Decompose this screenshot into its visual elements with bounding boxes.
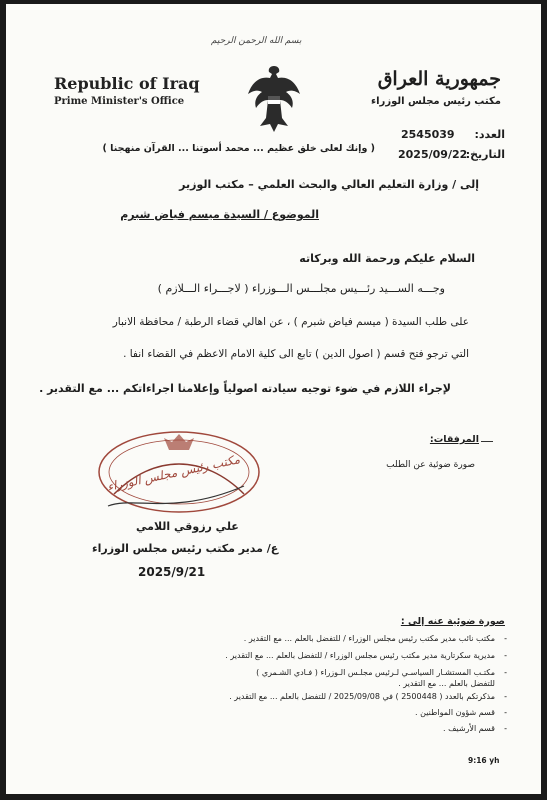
copy-item-5: قسم شؤون المواطنين . bbox=[415, 708, 495, 717]
attachments-label: المرفقات: bbox=[429, 434, 479, 445]
copy-item-2: مديرية سكرتارية مدير مكتب رئيس مجلس الوزراء / للتفضل بالعلم ... مع التقدير . bbox=[225, 651, 495, 660]
arabic-country: جمهورية العراق bbox=[377, 68, 501, 90]
copy-dash-4: - bbox=[504, 692, 507, 701]
copy-item-6: قسم الأرشيف . bbox=[443, 724, 495, 733]
date-label: التاريخ: bbox=[465, 148, 505, 161]
recipient: إلى / وزارة التعليم العالي والبحث العلمي – مكتب الوزير bbox=[179, 178, 479, 191]
body-line-1: على طلب السيدة ( ميسم فياض شبرم ) ، عن اهالي قضاء الرطبة / محافظة الانبار bbox=[112, 316, 469, 328]
basmala: بسم الله الرحمن الرحيم bbox=[211, 36, 302, 46]
copy-dash-2: - bbox=[504, 651, 507, 660]
copy-dash-3: - bbox=[504, 668, 507, 677]
arabic-office: مكتب رئيس مجلس الوزراء bbox=[371, 96, 501, 107]
letter-page bbox=[6, 4, 541, 794]
copy-dash-1: - bbox=[504, 634, 507, 643]
copy-item-4: مذكرتكم بالعدد ( 2500448 ) في 2025/09/08 / للتفضل بالعلم ... مع التقدير . bbox=[229, 692, 495, 701]
directive: وجـــه الســـيد رئـــيس مجلـــس الـــوزراء ( لاجـــراء الـــلازم ) bbox=[157, 282, 445, 295]
signer-title: ع/ مدير مكتب رئيس مجلس الوزراء bbox=[92, 542, 279, 555]
subject: الموضوع / السيدة ميسم فياض شبرم bbox=[120, 208, 319, 221]
number-value: 2545039 bbox=[401, 128, 455, 141]
copy-item-3: مكتـب المستشـار السياسـي لـرئيس مجلـس الـوزراء ( فـادي الشـمري ) bbox=[256, 668, 495, 677]
copy-item-1: مكتب نائب مدير مكتب رئيس مجلس الوزراء / للتفضل بالعلم ... مع التقدير . bbox=[243, 634, 495, 643]
request-line: لإجراء اللازم في ضوء توجيه سيادته اصولياً وإعلامنا اجراءاتكم ... مع التقدير . bbox=[39, 382, 451, 395]
number-label: العدد: bbox=[474, 128, 505, 141]
english-country: Republic of Iraq bbox=[54, 74, 200, 93]
copy-item-3-line-2: للتفضل بالعلم ... مع التقدير . bbox=[398, 679, 495, 688]
copy-dash-6: - bbox=[504, 724, 507, 733]
greeting: السلام عليكم ورحمة الله وبركاته bbox=[299, 252, 475, 265]
motto: ( وإنك لعلى خلق عظيم ... محمد أسوتنا ... القرآن منهجنا ) bbox=[102, 143, 375, 154]
english-office: Prime Minister's Office bbox=[54, 96, 185, 107]
stamp-text: مكتب رئيس مجلس الوزراء bbox=[106, 452, 242, 494]
copy-dash-5: - bbox=[504, 708, 507, 717]
copies-heading: صورة ضوئية عنه إلى : bbox=[400, 616, 505, 627]
iraq-eagle-emblem bbox=[246, 62, 302, 136]
date-value: 2025/09/22 bbox=[398, 148, 468, 161]
signer-name: علي رزوقي اللامي bbox=[136, 520, 239, 533]
attachments-dash bbox=[481, 441, 493, 442]
signature-date: 2025/9/21 bbox=[138, 565, 206, 579]
body-line-2: التي ترجو فتح قسم ( اصول الدين ) تابع الى كلية الامام الاعظم في القضاء انفا . bbox=[123, 348, 469, 360]
footer-code: 9:16 yh bbox=[468, 756, 500, 765]
attachments-item: صورة ضوئية عن الطلب bbox=[386, 460, 475, 470]
